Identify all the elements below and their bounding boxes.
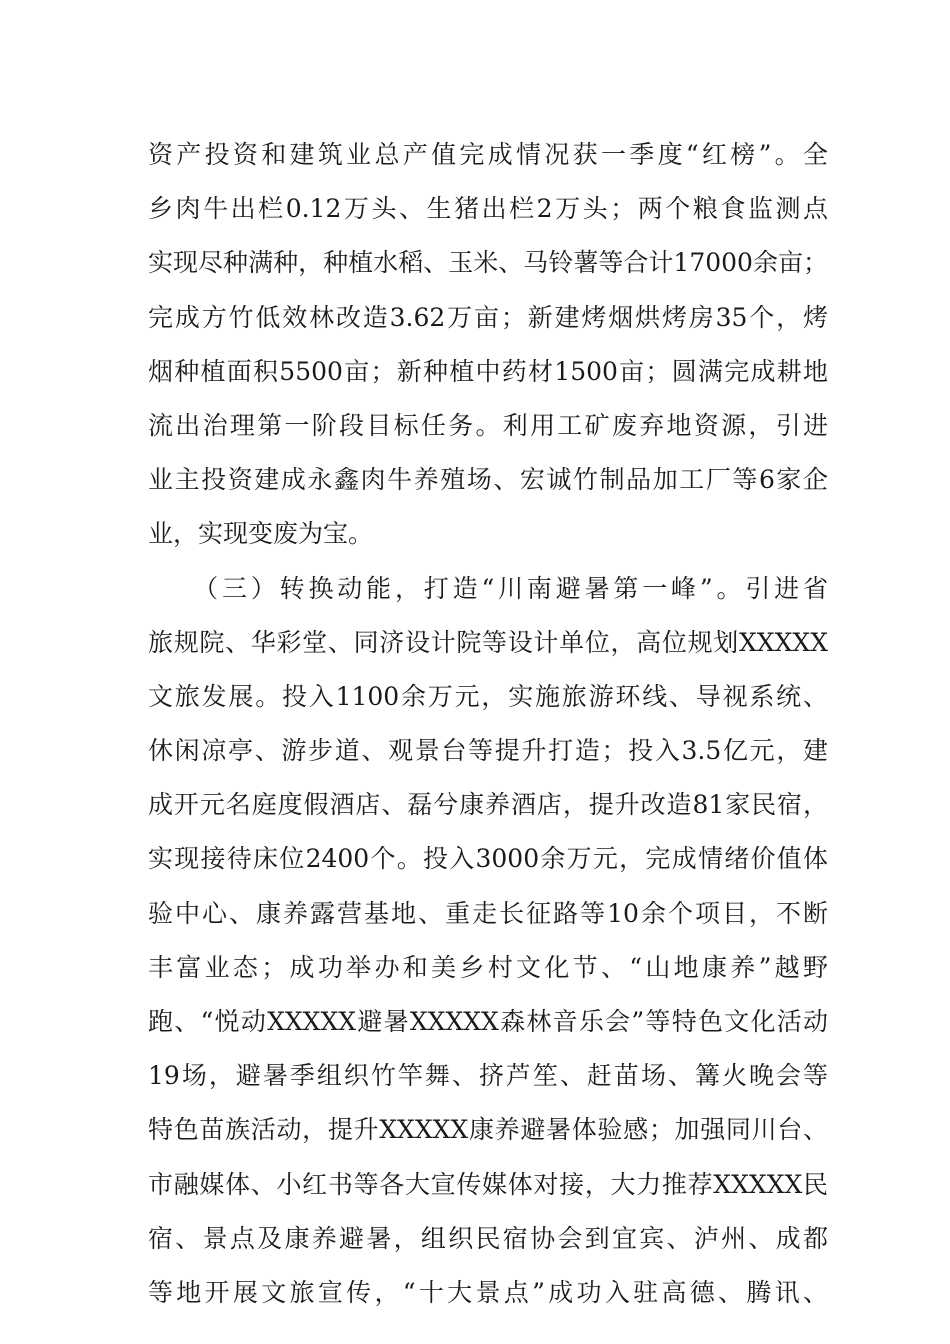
text-line: 宿、景点及康养避暑，组织民宿协会到宜宾、泸州、成都 [148,1223,828,1253]
text-line: 19场，避暑季组织竹竿舞、挤芦笙、赶苗场、篝火晚会等 [148,1061,828,1091]
text-line: 成开元名庭度假酒店、磊兮康养酒店，提升改造81家民宿， [148,790,828,820]
body-text [148,128,828,1320]
text-line: 资产投资和建筑业总产值完成情况获一季度“红榜”。全 [148,140,828,169]
text-line: 实现尽种满种，种植水稻、玉米、马铃薯等合计17000余亩； [148,248,828,278]
text-line: 流出治理第一阶段目标任务。利用工矿废弃地资源，引进 [148,410,828,440]
text-line: 完成方竹低效林改造3.62万亩；新建烤烟烘烤房35个，烤 [148,302,828,332]
text-line: 休闲凉亭、游步道、观景台等提升打造；投入3.5亿元，建 [148,736,828,766]
text-line: 丰富业态；成功举办和美乡村文化节、“山地康养”越野 [148,952,828,982]
text-line: 文旅发展。投入1100余万元，实施旅游环线、导视系统、 [148,681,828,711]
text-line: 业主投资建成永鑫肉牛养殖场、宏诚竹制品加工厂等6家企 [148,465,828,495]
text-line: （三）转换动能，打造“川南避暑第一峰”。引进省 [148,573,828,603]
text-line: 业，实现变废为宝。 [148,519,374,549]
text-line: 旅规院、华彩堂、同济设计院等设计单位，高位规划XXXXX [148,627,828,657]
text-line: 烟种植面积5500亩；新种植中药材1500亩；圆满完成耕地 [148,356,828,386]
text-line: 特色苗族活动，提升XXXXX康养避暑体验感；加强同川台、 [148,1115,828,1145]
text-line: 实现接待床位2400个。投入3000余万元，完成情绪价值体 [148,844,828,874]
text-line: 跑、“悦动XXXXX避暑XXXXX森林音乐会”等特色文化活动 [148,1007,828,1036]
text-line: 验中心、康养露营基地、重走长征路等10余个项目，不断 [148,898,828,928]
text-line: 等地开展文旅宣传，“十大景点”成功入驻高德、腾讯、 [148,1277,828,1307]
text-line: 市融媒体、小红书等各大宣传媒体对接，大力推荐XXXXX民 [148,1169,828,1199]
text-line: 乡肉牛出栏0.12万头、生猪出栏2万头；两个粮食监测点 [148,194,828,224]
